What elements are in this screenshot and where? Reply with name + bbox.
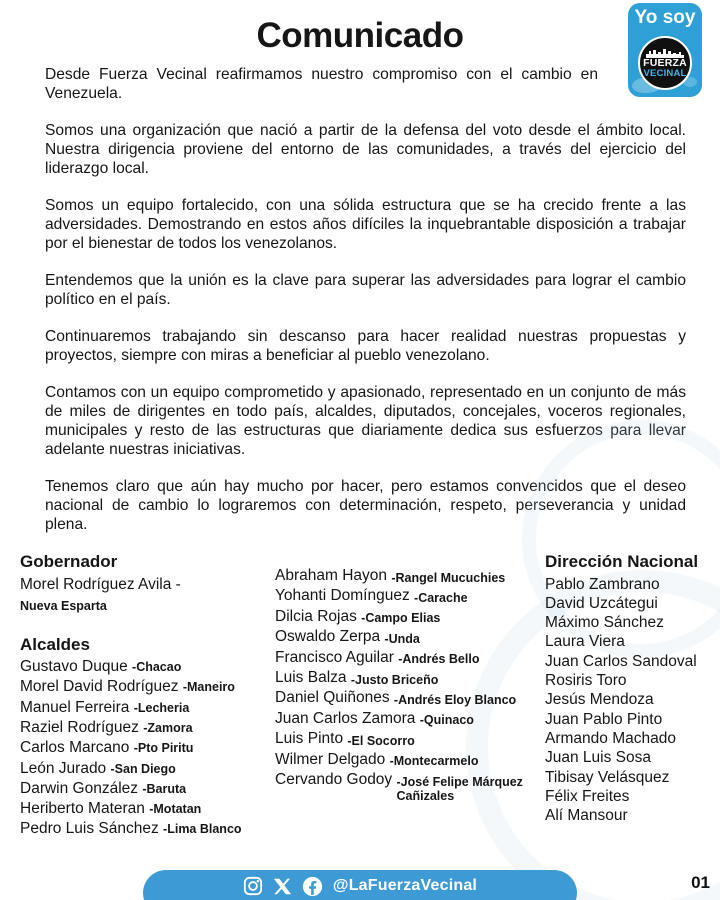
mayor-entry	[275, 750, 549, 770]
national-member-name: Juan Luis Sosa	[545, 749, 651, 767]
national-member-name: Rosiris Toro	[545, 672, 627, 690]
mayor-name: Dilcia Rojas	[275, 607, 357, 625]
mayor-municipality: -Justo Briceño	[350, 672, 439, 687]
column-governor-mayors	[20, 552, 272, 840]
mayor-entry	[20, 738, 272, 758]
mayor-entry	[20, 759, 272, 779]
national-member-name: Juan Carlos Sandoval	[545, 652, 697, 670]
mayor-entry	[20, 657, 272, 677]
body-paragraph: Continuaremos trabajando sin descanso para hacer realidad nuestras propuestas y proyectos, siempre con miras a beneficiar al pueblo venezolano.	[45, 328, 686, 364]
national-member-name: Pablo Zambrano	[545, 575, 660, 593]
mayor-municipality: -El Socorro	[347, 733, 415, 748]
mayor-municipality: -Lecheria	[133, 700, 190, 715]
mayor-municipality: -San Diego	[110, 761, 176, 776]
governor-name: Morel Rodríguez Avila -	[20, 575, 181, 593]
national-member-name: Juan Pablo Pinto	[545, 710, 663, 728]
mayor-municipality: -Montecarmelo	[389, 754, 479, 769]
national-member-name: Laura Viera	[545, 633, 625, 651]
mayor-municipality: -Andrés Bello	[398, 652, 480, 667]
mayor-municipality: -Zamora	[143, 720, 193, 735]
facebook-icon[interactable]	[302, 876, 323, 897]
page-title: Comunicado	[256, 16, 464, 55]
mayor-entry	[275, 668, 549, 688]
mayor-name: Yohanti Domínguez	[275, 587, 410, 605]
mayor-municipality: -Rangel Mucuchies	[391, 570, 506, 585]
mayor-name: Francisco Aguilar	[275, 648, 394, 666]
mayor-municipality: -Carache	[414, 590, 468, 605]
mayor-entry	[275, 648, 549, 668]
mayor-municipality: -Chacao	[132, 660, 182, 675]
national-member-name: Armando Machado	[545, 729, 676, 747]
mayor-entry	[275, 586, 549, 606]
governor-region: Nueva Esparta	[20, 598, 107, 613]
mayors-list	[20, 657, 272, 840]
national-member-name: Tibisay Velásquez	[545, 768, 670, 786]
mayor-entry	[275, 607, 549, 627]
mayor-entry	[275, 770, 549, 804]
national-heading: Dirección Nacional	[545, 552, 699, 571]
mayor-name: Cervando Godoy	[275, 771, 393, 789]
body-paragraph: Tenemos claro que aún hay mucho por hacer, pero estamos convencidos que el deseo nacional de cambio lo lograremos con determinación, respeto, perseverancia y unidad plena.	[45, 478, 686, 533]
mayor-name: Gustavo Duque	[20, 658, 128, 676]
mayor-name: Morel David Rodríguez	[20, 678, 179, 696]
x-icon[interactable]	[273, 877, 292, 896]
mayor-name: Heriberto Materan	[20, 800, 145, 818]
mayor-name: Luis Pinto	[275, 730, 344, 748]
mayor-entry	[275, 729, 549, 749]
mayor-name: Daniel Quiñones	[275, 689, 390, 707]
social-bar	[143, 870, 577, 900]
fuerza-vecinal-logo	[628, 3, 702, 97]
column-mayors-2	[275, 566, 549, 804]
mayor-entry	[275, 566, 549, 586]
mayor-entry	[275, 709, 549, 729]
mayor-municipality: -Lima Blanco	[163, 822, 242, 837]
mayor-municipality: -Pto Piritu	[133, 741, 194, 756]
national-member-name: David Uzcátegui	[545, 594, 658, 612]
mayor-entry	[20, 718, 272, 738]
fuerza-vecinal-badge	[638, 36, 692, 90]
brand-word-vecinal: VECINAL	[643, 68, 687, 79]
social-handle[interactable]: @LaFuerzaVecinal	[332, 877, 478, 894]
mayors-heading: Alcaldes	[20, 634, 90, 654]
mayor-municipality: -Unda	[384, 631, 420, 646]
mayor-name: Abraham Hayon	[275, 567, 388, 584]
mayor-entry	[20, 698, 272, 718]
mayor-municipality: -Campo Elias	[361, 611, 441, 626]
national-member-name: Máximo Sánchez	[545, 614, 664, 632]
mayor-municipality: -José Felipe Márquez Cañizales	[396, 774, 523, 804]
national-member-name: Jesús Mendoza	[545, 691, 654, 709]
body-paragraph: Somos un equipo fortalecido, con una sólida estructura que se ha crecido frente a las adversidades. Demostrando en estos años difíciles la inquebrantable disposición a trabajar por el bienestar de todos los venezolanos.	[45, 197, 686, 252]
mayor-name: Wilmer Delgado	[275, 750, 386, 768]
brand-word-fuerza: FUERZA	[643, 57, 687, 69]
mayor-name: León Jurado	[20, 759, 107, 777]
mayor-municipality: -Maneiro	[182, 680, 235, 695]
national-member-name: Félix Freites	[545, 787, 630, 805]
mayor-name: Carlos Marcano	[20, 739, 130, 757]
mayor-name: Juan Carlos Zamora	[275, 709, 416, 727]
mayor-entry	[20, 799, 272, 819]
mayor-municipality: -Baruta	[142, 781, 187, 796]
page-number: 01	[691, 873, 710, 892]
mayor-municipality: -Motatan	[149, 802, 202, 817]
governor-heading: Gobernador	[20, 552, 118, 571]
mayor-entry	[275, 627, 549, 647]
body-paragraph: Desde Fuerza Vecinal reafirmamos nuestro compromiso con el cambio en Venezuela.	[45, 66, 598, 102]
mayor-municipality: -Andrés Eloy Blanco	[393, 692, 517, 707]
mayor-name: Luis Balza	[275, 669, 347, 687]
body-paragraph: Somos una organización que nació a partir de la defensa del voto desde el ámbito local. Nuestra dirigencia proviene del entorno de las comunidades, a través del ejercicio del liderazgo local.	[45, 122, 686, 177]
mayor-municipality: -Quinaco	[419, 713, 474, 728]
mayor-entry	[20, 677, 272, 697]
mayor-name: Oswaldo Zerpa	[275, 628, 381, 646]
logo-tagline: Yo soy	[634, 7, 696, 28]
mayor-name: Manuel Ferreira	[20, 698, 130, 716]
mayor-entry	[275, 688, 549, 708]
mayor-name: Darwin González	[20, 779, 139, 797]
instagram-icon[interactable]	[243, 876, 263, 896]
national-list	[545, 575, 717, 826]
mayor-entry	[20, 819, 272, 839]
mayor-name: Pedro Luis Sánchez	[20, 820, 159, 838]
mayor-entry	[20, 779, 272, 799]
body-paragraph: Entendemos que la unión es la clave para superar las adversidades para lograr el cambio político en el país.	[45, 272, 686, 308]
national-member-name: Alí Mansour	[545, 807, 628, 825]
column-national-directorate	[545, 552, 717, 825]
mayor-name: Raziel Rodríguez	[20, 718, 139, 736]
body-paragraph: Contamos con un equipo comprometido y apasionado, representado en un conjunto de más de miles de dirigentes en todo país, alcaldes, diputados, concejales, voceros regionales, municipales y resto de las estructuras que diariamente dedica sus esfuerzos para llevar adelante nuestras iniciativas.	[45, 384, 686, 458]
